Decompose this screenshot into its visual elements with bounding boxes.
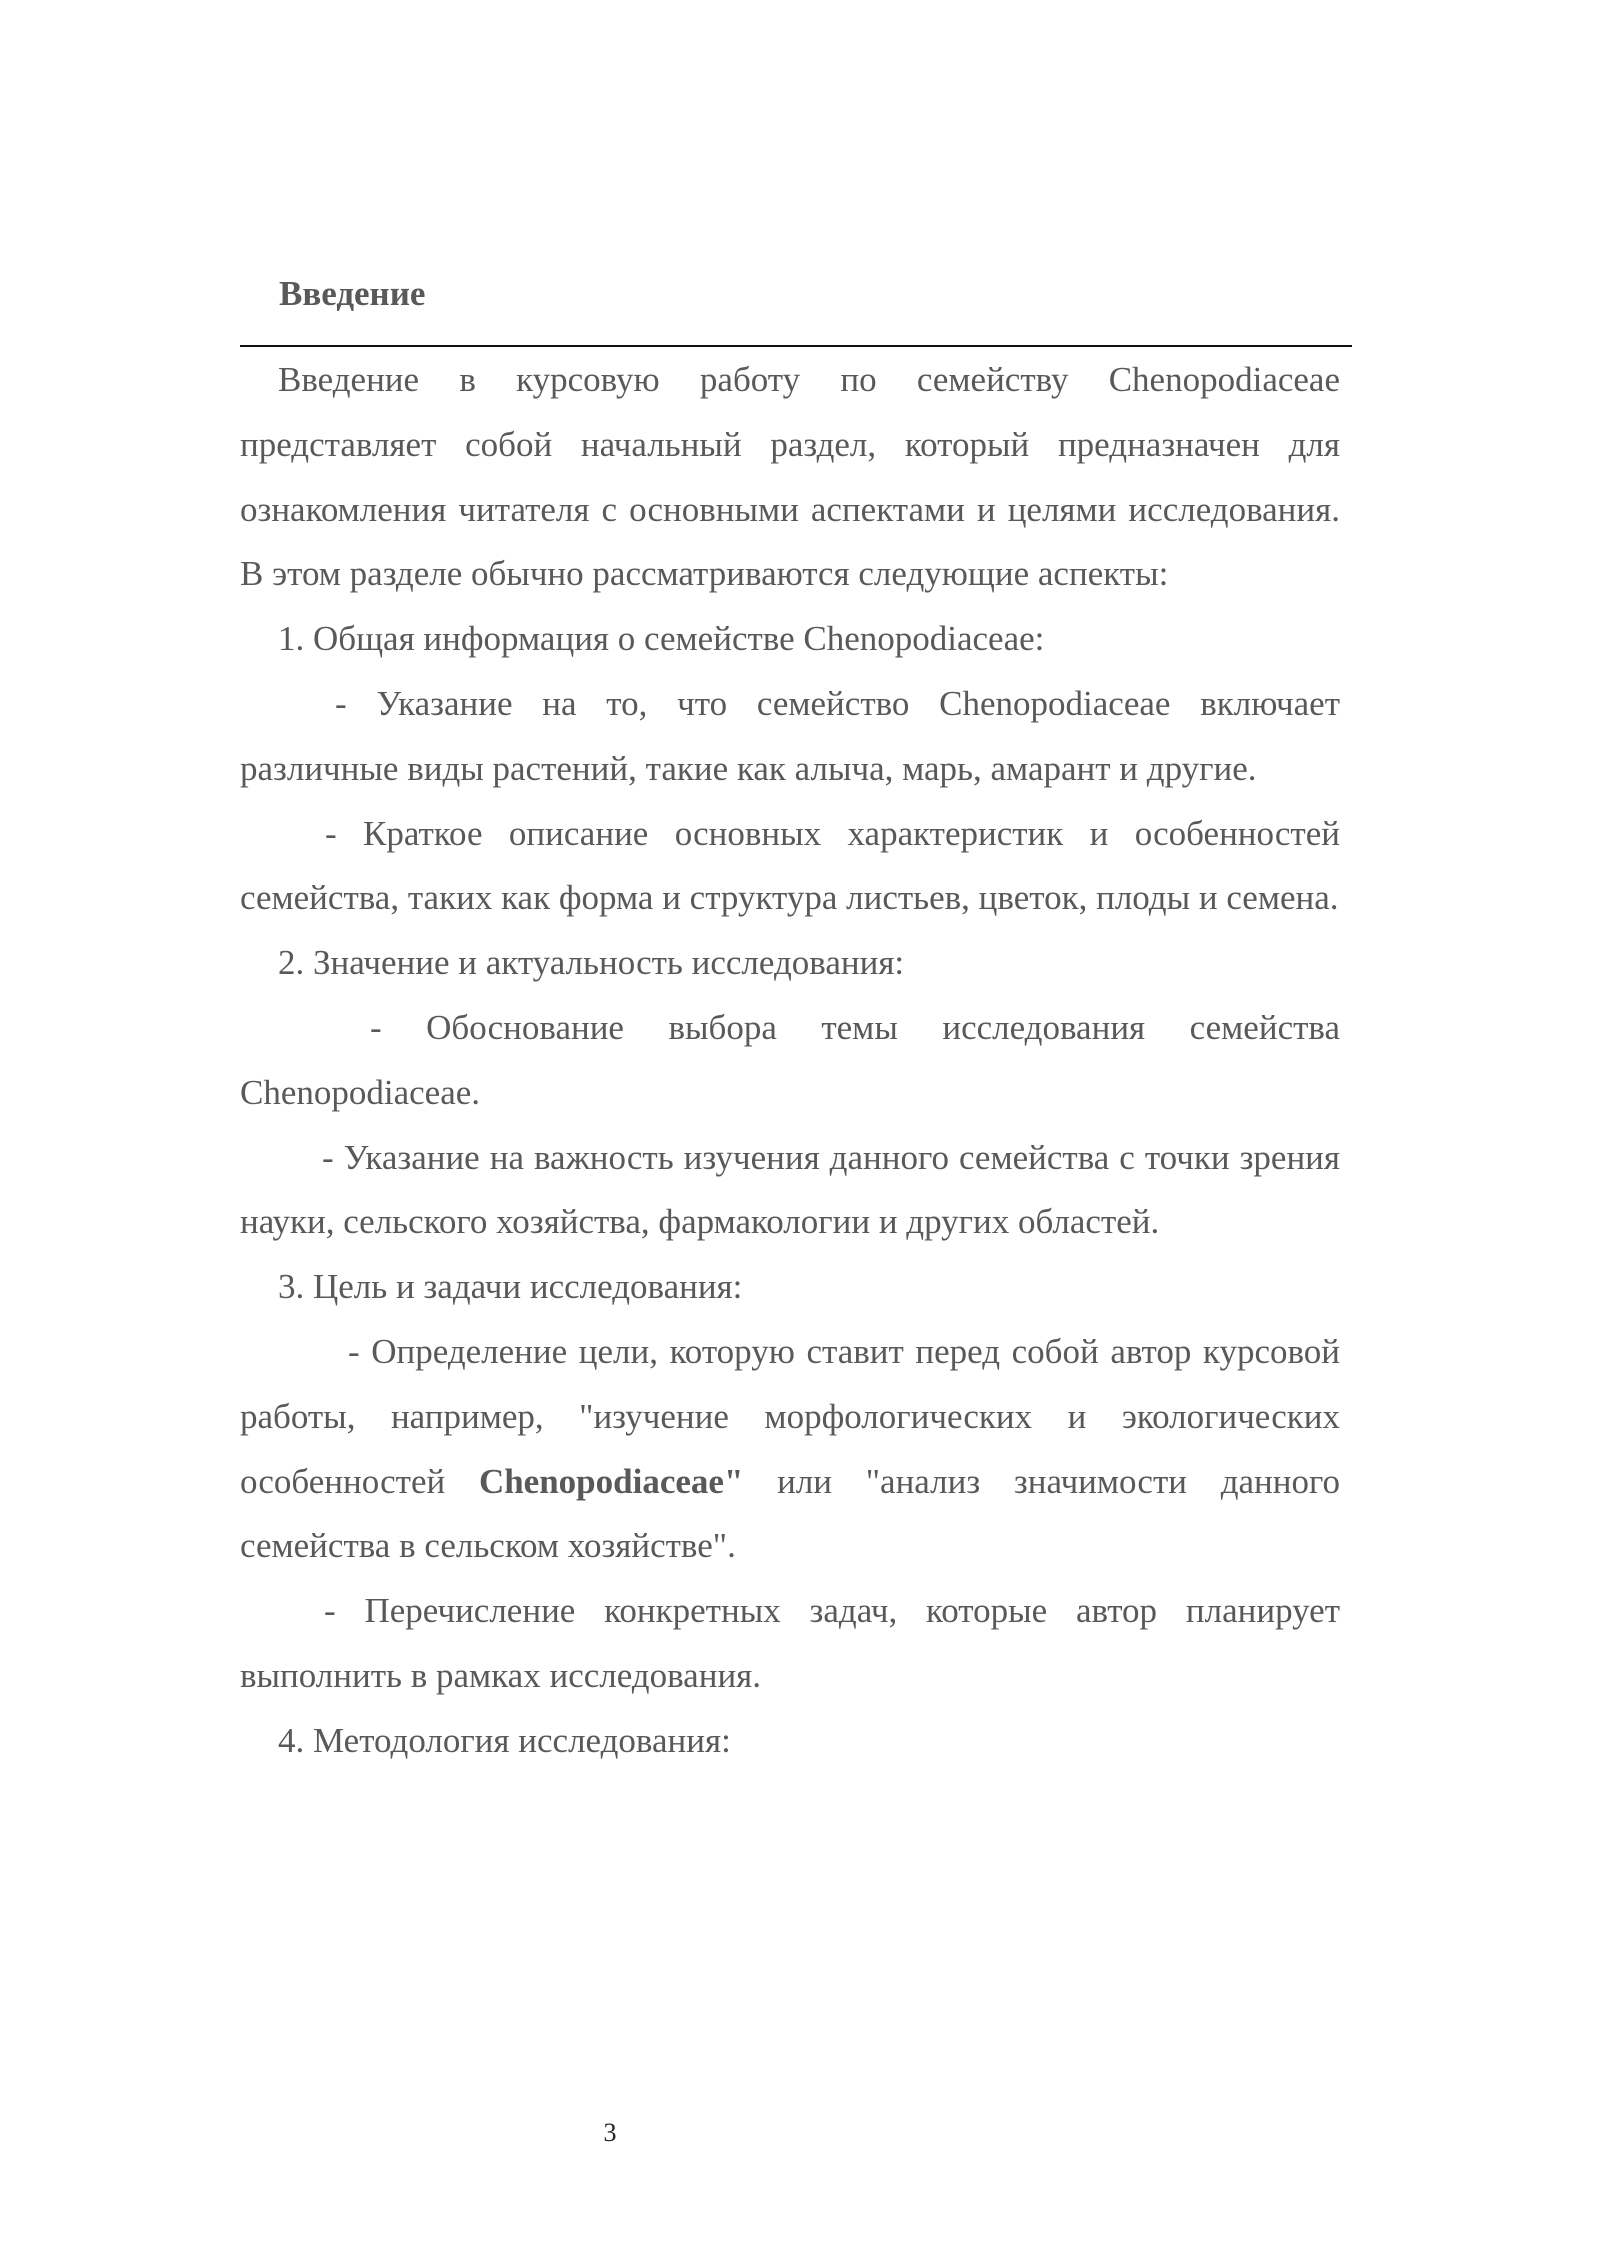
heading-underline: [240, 345, 1352, 347]
section-3-item-1-text-a: - Определение цели, которую ставит перед собой автор курсовой работы, например, "изучение морфологических и экологических особенностей: [240, 1331, 1340, 1501]
section-2-title: 2. Значение и актуальность исследования:: [278, 943, 905, 983]
section-1-item-1: - Указание на то, что семейство Chenopodiaceae включает различные виды растений, такие как алыча, марь, амарант и другие.: [240, 683, 1340, 788]
section-3-title: 3. Цель и задачи исследования:: [278, 1267, 743, 1307]
body-text: [240, 348, 1340, 1774]
section-2-item-2: - Указание на важность изучения данного семейства с точки зрения науки, сельского хозяйства, фармакологии и других областей.: [240, 1137, 1340, 1242]
section-3-item-1-text-b: или "анализ значимости данного семейства в сельском хозяйстве".: [240, 1461, 1340, 1566]
section-3-item-2: - Перечисление конкретных задач, которые автор планирует выполнить в рамках исследования.: [240, 1591, 1340, 1695]
section-1-item-2: - Краткое описание основных характеристик и особенностей семейства, таких как форма и структура листьев, цветок, плоды и семена.: [240, 813, 1340, 918]
page-number: 3: [603, 2118, 617, 2147]
section-2-item-1: - Обоснование выбора темы исследования семейства Chenopodiaceae.: [240, 1007, 1340, 1112]
intro-paragraph: Введение в курсовую работу по семейству Chenopodiaceae представляет собой начальный раздел, который предназначен для ознакомления читателя с основными аспектами и целями исследования. В этом разделе обычно рассматриваются следующие аспекты:: [240, 360, 1340, 594]
section-1-title: 1. Общая информация о семействе Chenopodiaceae:: [278, 619, 1045, 659]
section-3-item-1: [240, 1320, 1340, 1579]
section-heading: Введение: [279, 274, 426, 313]
section-3-item-1-bold-term: Chenopodiaceae": [478, 1461, 744, 1501]
section-4-title: 4. Методология исследования:: [278, 1720, 731, 1760]
